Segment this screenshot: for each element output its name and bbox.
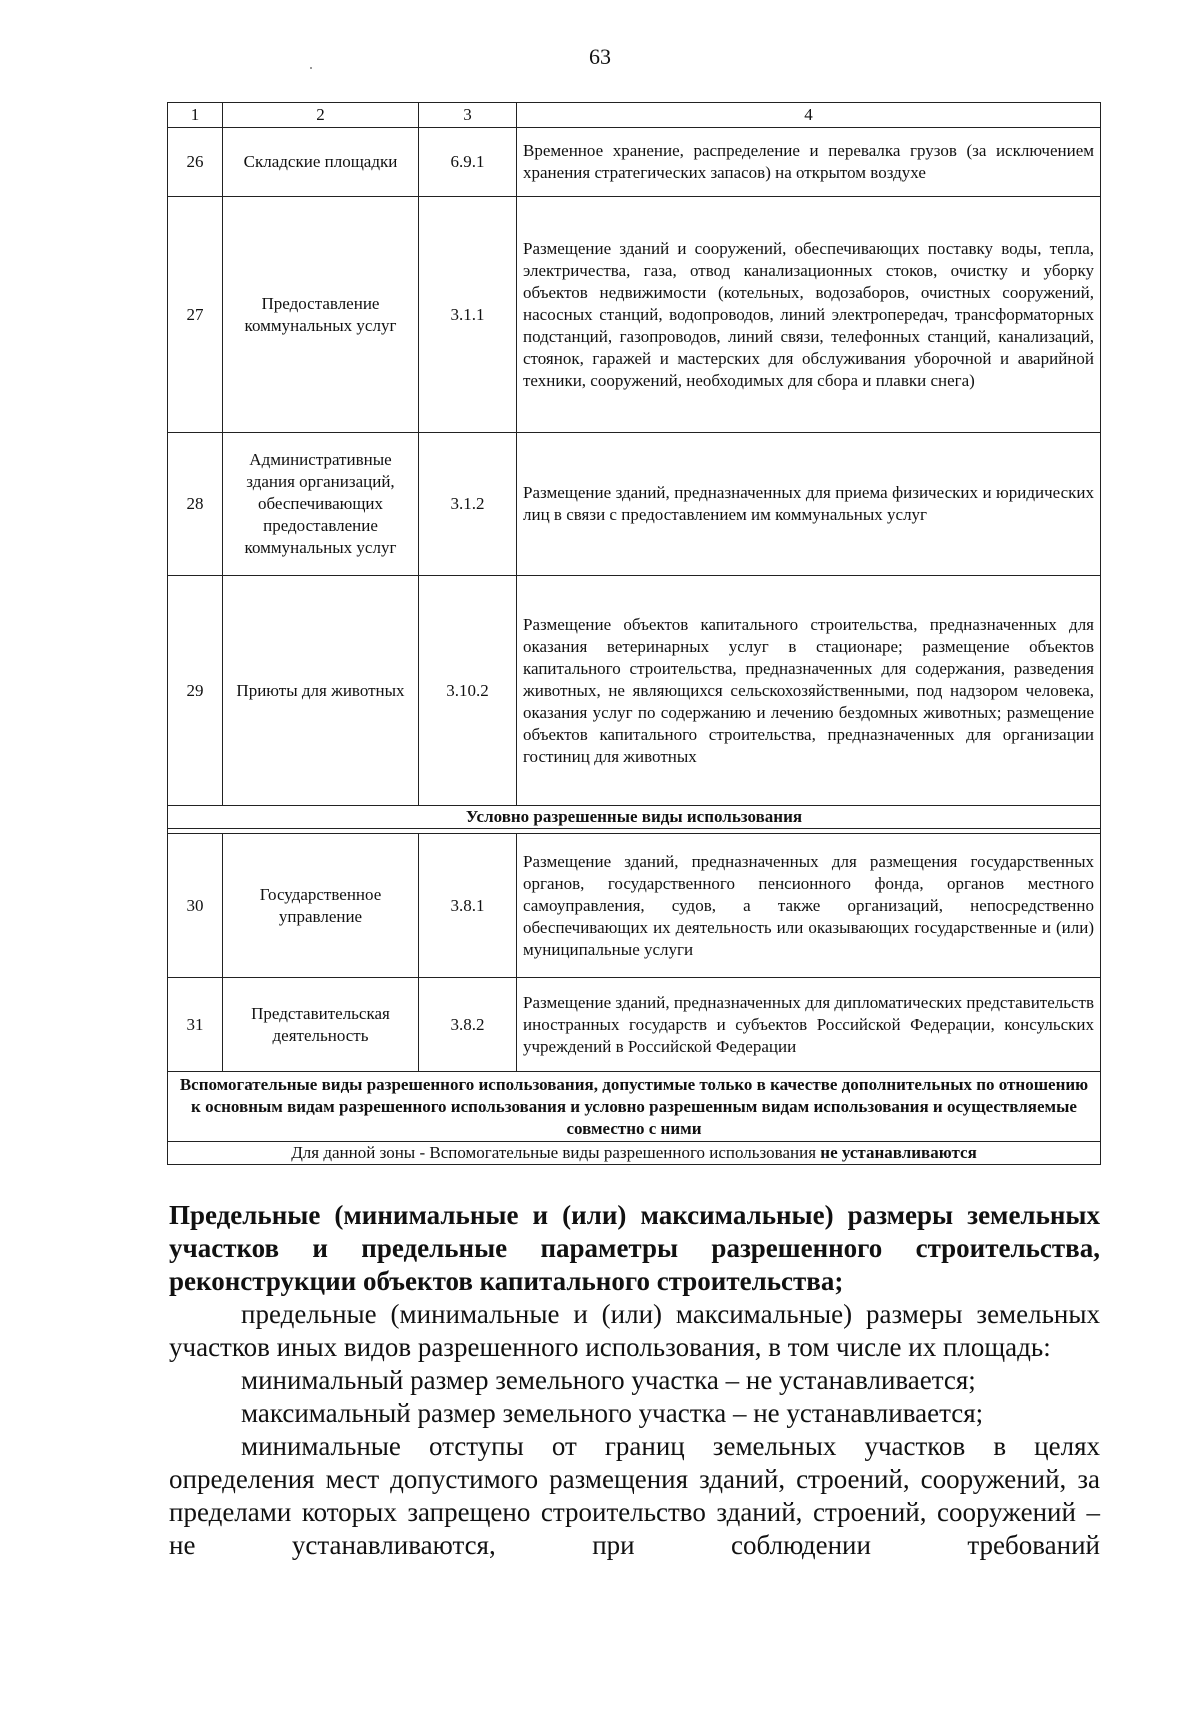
row-number: 27	[168, 197, 223, 433]
header-col-1: 1	[168, 103, 223, 128]
auxiliary-note	[168, 1142, 1101, 1165]
use-type-name: Государственное управление	[223, 834, 419, 978]
use-type-name: Предоставление коммунальных услуг	[223, 197, 419, 433]
scan-artifact	[310, 67, 312, 69]
main-text	[169, 1199, 1100, 1562]
paragraph-size-limits: предельные (минимальные и (или) максимальные) размеры земельных участков иных видов разрешенного использования, в том числе их площадь:	[169, 1299, 1100, 1362]
paragraph-min-size: минимальный размер земельного участка – не устанавливается;	[241, 1365, 976, 1395]
paragraph-setbacks: минимальные отступы от границ земельных участков в целях определения мест допустимого размещения зданий, строений, сооружений, за пределами которых запрещено строительство зданий, строений, сооружений – не устанавливаются, при соблюдении требований	[169, 1431, 1100, 1560]
section-auxiliary-title: Вспомогательные виды разрешенного использования, допустимые только в качестве дополнительных по отношению к основным видам разрешенного использования и условно разрешенным видам использования и осуществляемые совместно с ними	[168, 1072, 1101, 1142]
use-type-description: Размещение объектов капитального строительства, предназначенных для оказания ветеринарных услуг в стационаре; размещение объектов капитального строительства, предназначенных для содержания, разведения животных, не являющихся сельскохозяйственными, под надзором человека, оказания услуг по содержанию и лечению бездомных животных; размещение объектов капитального строительства, предназначенных для организации гостиниц для животных	[517, 576, 1101, 806]
use-type-code: 3.8.2	[419, 978, 517, 1072]
table-row	[168, 197, 1101, 433]
header-col-3: 3	[419, 103, 517, 128]
table-header-row	[168, 103, 1101, 128]
use-type-description: Размещение зданий и сооружений, обеспечивающих поставку воды, тепла, электричества, газа, отвод канализационных стоков, очистку и уборку объектов недвижимости (котельных, водозаборов, очистных сооружений, насосных станций, водопроводов, линий электропередач, трансформаторных подстанций, газопроводов, линий связи, телефонных станций, канализаций, стоянок, гаражей и мастерских для обслуживания уборочной и аварийной техники, сооружений, необходимых для сбора и плавки снега)	[517, 197, 1101, 433]
use-type-description: Размещение зданий, предназначенных для дипломатических представительств иностранных государств и субъектов Российской Федерации, консульских учреждений в Российской Федерации	[517, 978, 1101, 1072]
use-type-name: Представительская деятельность	[223, 978, 419, 1072]
table-row	[168, 128, 1101, 197]
row-number: 30	[168, 834, 223, 978]
row-number: 29	[168, 576, 223, 806]
land-use-table	[167, 102, 1101, 1165]
use-type-description: Временное хранение, распределение и перевалка грузов (за исключением хранения стратегических запасов) на открытом воздухе	[517, 128, 1101, 197]
use-type-code: 3.10.2	[419, 576, 517, 806]
section-row	[168, 806, 1101, 829]
use-type-name: Складские площадки	[223, 128, 419, 197]
header-col-4: 4	[517, 103, 1101, 128]
header-col-2: 2	[223, 103, 419, 128]
table-row	[168, 978, 1101, 1072]
use-type-name: Приюты для животных	[223, 576, 419, 806]
use-type-description: Размещение зданий, предназначенных для размещения государственных органов, государственного пенсионного фонда, органов местного самоуправления, судов, а также организаций, непосредственно обеспечивающих их деятельность или оказывающих государственные и (или) муниципальные услуги	[517, 834, 1101, 978]
note-row	[168, 1142, 1101, 1165]
use-type-code: 6.9.1	[419, 128, 517, 197]
use-type-name: Административные здания организаций, обеспечивающих предоставление коммунальных услуг	[223, 433, 419, 576]
table-row	[168, 576, 1101, 806]
use-type-description: Размещение зданий, предназначенных для приема физических и юридических лиц в связи с предоставлением им коммунальных услуг	[517, 433, 1101, 576]
page-number: 63	[589, 44, 611, 69]
table-row	[168, 433, 1101, 576]
section-row	[168, 1072, 1101, 1142]
row-number: 31	[168, 978, 223, 1072]
section-conditional-title: Условно разрешенные виды использования	[168, 806, 1101, 829]
paragraph-max-size: максимальный размер земельного участка – не устанавливается;	[241, 1398, 984, 1428]
table-row	[168, 834, 1101, 978]
section-heading: Предельные (минимальные и (или) максимальные) размеры земельных участков и предельные параметры разрешенного строительства, реконструкции объектов капитального строительства;	[169, 1200, 1100, 1296]
use-type-code: 3.8.1	[419, 834, 517, 978]
row-number: 28	[168, 433, 223, 576]
row-number: 26	[168, 128, 223, 197]
note-prefix: Для данной зоны - Вспомогательные виды разрешенного использования	[291, 1143, 817, 1162]
use-type-code: 3.1.2	[419, 433, 517, 576]
use-type-code: 3.1.1	[419, 197, 517, 433]
note-bold: не устанавливаются	[820, 1143, 977, 1162]
